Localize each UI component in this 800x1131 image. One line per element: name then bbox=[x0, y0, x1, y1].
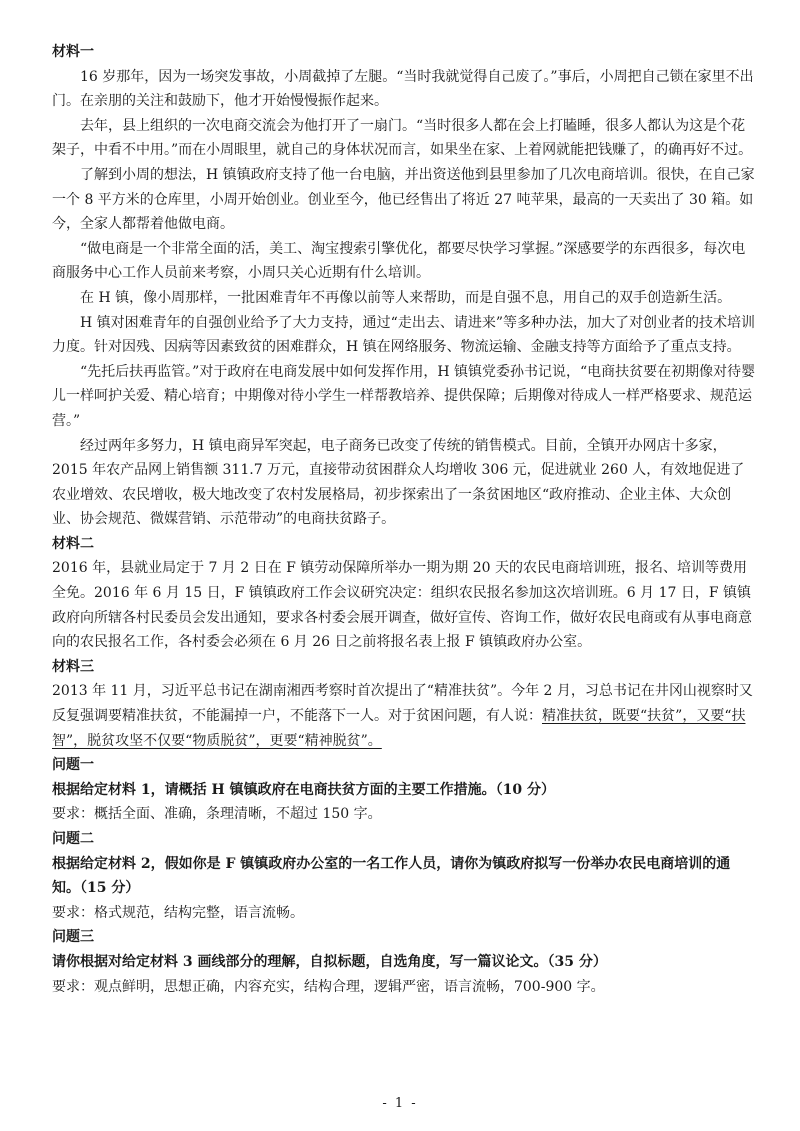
question3-heading: 问题三 bbox=[52, 929, 94, 946]
material1-paragraph: 了解到小周的想法，H 镇镇政府支持了他一台电脑，并出资送他到县里参加了几次电商培训。很快，在自己家一个 8 平方米的仓库里，小周开始创业。创业至今，他已经售出了将近 27 吨苹果，最高的一天卖出了 30 箱。如今，全家人都帮着他做电商。 bbox=[52, 166, 755, 233]
exam-page bbox=[52, 40, 756, 999]
material1-paragraph: 经过两年多努力，H 镇电商异军突起，电子商务已改变了传统的销售模式。目前，全镇开办网店十多家，2015 年农产品网上销售额 311.7 万元，直接带动贫困群众人均增收 306 元，促进就业 260 人，有效地促进了农业增效、农民增收，极大地改变了农村发展格局，初步探索出了一条贫困地区“政府推动、企业主体、大众创业、协会规范、微媒营销、示范带动”的电商扶贫路子。 bbox=[52, 437, 745, 528]
question1-prompt: 根据给定材料 1，请概括 H 镇镇政府在电商扶贫方面的主要工作措施。（10 分） bbox=[52, 781, 555, 798]
material3-heading: 材料三 bbox=[52, 658, 94, 675]
material2-paragraph: 2016 年，县就业局定于 7 月 2 日在 F 镇劳动保障所举办一期为期 20 天的农民电商培训班，报名、培训等费用全免。2016 年 6 月 15 日，F 镇镇政府工作会议研究决定：组织农民报名参加这次培训班。6 月 17 日，F 镇镇政府向所辖各村民委员会发出通知，要求各村委会展开调查，做好宣传、咨询工作，做好农民电商或有从事电商意向的农民报名工作，各村委会必须在 6 月 26 日之前将报名表上报 F 镇镇政府办公室。 bbox=[52, 560, 752, 651]
page-number: - 1 - bbox=[382, 1096, 418, 1111]
material1-paragraph: H 镇对困难青年的自强创业给予了大力支持，通过“走出去、请进来”等多种办法，加大了对创业者的技术培训力度。针对因残、因病等因素致贫的困难群众，H 镇在网络服务、物流运输、金融支持等方面给予了重点支持。 bbox=[52, 314, 755, 356]
question3-requirement: 要求：观点鲜明，思想正确，内容充实，结构合理，逻辑严密，语言流畅，700-900 字。 bbox=[52, 978, 605, 995]
material1-heading: 材料一 bbox=[52, 44, 94, 60]
material2-heading: 材料二 bbox=[52, 535, 94, 552]
question3-prompt: 请你根据对给定材料 3 画线部分的理解，自拟标题，自选角度，写一篇议论文。（35 分） bbox=[52, 953, 607, 970]
question1-heading: 问题一 bbox=[52, 757, 94, 774]
material1-paragraph: 去年，县上组织的一次电商交流会为他打开了一扇门。“当时很多人都在会上打瞌睡，很多人都认为这是个花架子，中看不中用。”而在小周眼里，就自己的身体状况而言，如果坐在家、上着网就能把钱赚了，的确再好不过。 bbox=[52, 117, 753, 159]
question1-requirement: 要求：概括全面、准确，条理清晰，不超过 150 字。 bbox=[52, 806, 382, 823]
material3-paragraph bbox=[52, 679, 756, 753]
material1-paragraph: “做电商是一个非常全面的活，美工、淘宝搜索引擎优化，都要尽快学习掌握。”深感要学的东西很多，每次电商服务中心工作人员前来考察，小周只关心近期有什么培训。 bbox=[52, 240, 746, 282]
question2-heading: 问题二 bbox=[52, 831, 94, 847]
material1-paragraph: “先托后扶再监管。”对于政府在电商发展中如何发挥作用，H 镇镇党委孙书记说，“电商扶贫要在初期像对待婴儿一样呵护关爱、精心培育；中期像对待小学生一样帮教培养、提供保障；后期像对待成人一样严格要求、规范运营。” bbox=[52, 363, 756, 429]
material1-paragraph: 在 H 镇，像小周那样，一批困难青年不再像以前等人来帮助，而是自强不息，用自己的双手创造新生活。 bbox=[80, 289, 732, 306]
material3-text: 2013 年 11 月，习近平总书记在湖南湘西考察时首次提出了“精准扶贫”。今年 2 月，习总书记在井冈山视察时又反复强调要精准扶贫，不能漏掉一户，不能落下一人。对于贫困问题，有人说： bbox=[52, 683, 753, 725]
question2-prompt: 根据给定材料 2，假如你是 F 镇镇政府办公室的一名工作人员，请你为镇政府拟写一份举办农民电商培训的通知。（15 分） bbox=[52, 855, 731, 897]
material1-paragraph: 16 岁那年，因为一场突发事故，小周截掉了左腿。“当时我就觉得自己废了。”事后，小周把自己锁在家里不出门。在亲朋的关注和鼓励下，他才开始慢慢振作起来。 bbox=[52, 68, 754, 110]
material3-underlined-quote: 精准扶贫，既要“扶贫”，又要“扶智”，脱贫攻坚不仅要“物质脱贫”，更要“精神脱贫”。 bbox=[52, 708, 746, 749]
question2-requirement: 要求：格式规范，结构完整，语言流畅。 bbox=[52, 904, 304, 921]
